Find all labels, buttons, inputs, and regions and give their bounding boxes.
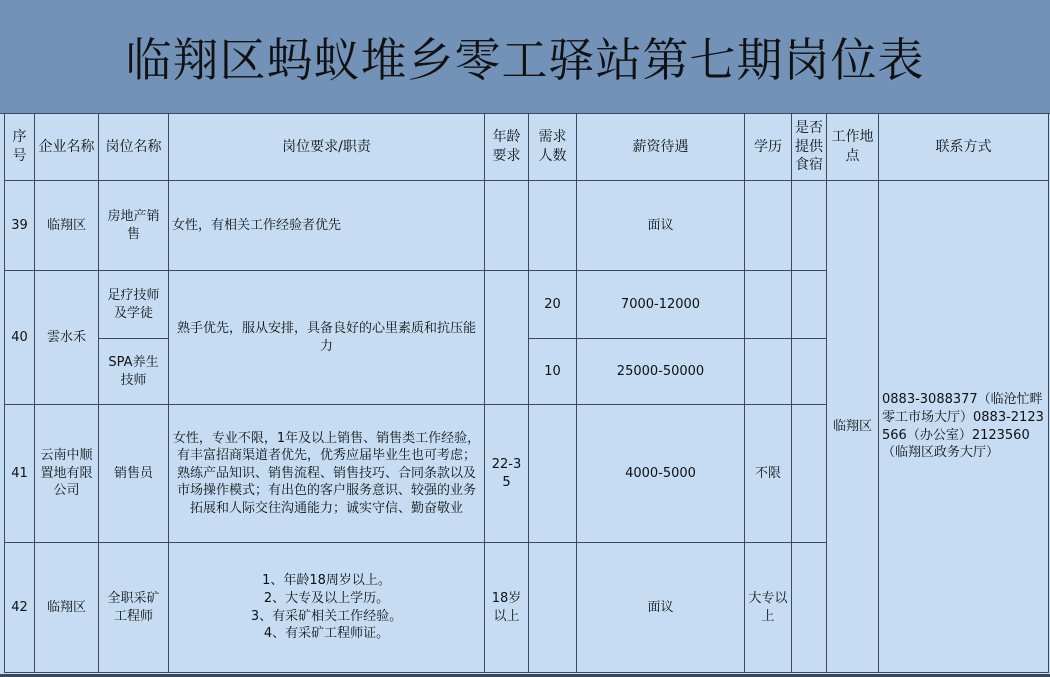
row-education: [745, 339, 792, 405]
row-count: [529, 543, 577, 673]
row-position: SPA养生技师: [99, 339, 169, 405]
row-age: [485, 181, 529, 271]
row-age: 22-35: [485, 405, 529, 543]
header-company: 企业名称: [35, 114, 99, 181]
row-age: 18岁以上: [485, 543, 529, 673]
row-salary: 面议: [577, 181, 745, 271]
header-lodging: 是否提供食宿: [792, 114, 827, 181]
row-company: 临翔区: [35, 181, 99, 271]
row-company: 云南中顺置地有限公司: [35, 405, 99, 543]
header-no: 序号: [5, 114, 35, 181]
row-no: 42: [5, 543, 35, 673]
row-no: 40: [5, 271, 35, 405]
row-education: [745, 271, 792, 339]
row-lodging: [792, 405, 827, 543]
header-count: 需求人数: [529, 114, 577, 181]
row-company: 雲水禾: [35, 271, 99, 405]
page-title: 临翔区蚂蚁堆乡零工驿站第七期岗位表: [125, 32, 925, 87]
header-salary: 薪资待遇: [577, 114, 745, 181]
row-education: 大专以上: [745, 543, 792, 673]
header-location: 工作地点: [827, 114, 879, 181]
title-banner: [0, 0, 1050, 114]
row-count: 10: [529, 339, 577, 405]
row-lodging: [792, 181, 827, 271]
row-count: [529, 405, 577, 543]
row-no: 41: [5, 405, 35, 543]
row-salary: 25000-50000: [577, 339, 745, 405]
header-row: [5, 114, 1049, 181]
row-requirements: 女性，专业不限，1年及以上销售、销售类工作经验，有丰富招商渠道者优先，优秀应届毕业生也可考虑；熟练产品知识、销售流程、销售技巧、合同条款以及市场操作模式；有出色的客户服务意识、较强的业务拓展和人际交往沟通能力；诚实守信、勤奋敬业: [169, 405, 485, 543]
requirement-line: 3、有采矿相关工作经验。: [250, 608, 403, 624]
row-salary: 7000-12000: [577, 271, 745, 339]
row-education: [745, 181, 792, 271]
header-education: 学历: [745, 114, 792, 181]
row-age: [485, 271, 529, 405]
requirement-line: 2、大专及以上学历。: [263, 590, 390, 606]
row-position: 房地产销售: [99, 181, 169, 271]
table-row: [5, 181, 1049, 271]
row-lodging: [792, 339, 827, 405]
location-cell: 临翔区: [827, 181, 879, 673]
header-position: 岗位名称: [99, 114, 169, 181]
row-education: 不限: [745, 405, 792, 543]
contact-cell: 0883-3088377（临沧忙畔零工市场大厅）0883-2123566（办公室）2123560（临翔区政务大厅）: [879, 181, 1049, 673]
row-position: 足疗技师及学徒: [99, 271, 169, 339]
row-requirements: [169, 543, 485, 673]
header-contact: 联系方式: [879, 114, 1049, 181]
row-requirements: 女性，有相关工作经验者优先: [169, 181, 485, 271]
row-company: 临翔区: [35, 543, 99, 673]
row-no: 39: [5, 181, 35, 271]
row-lodging: [792, 271, 827, 339]
row-salary: 面议: [577, 543, 745, 673]
requirement-line: 4、有采矿工程师证。: [263, 626, 390, 642]
row-lodging: [792, 543, 827, 673]
row-salary: 4000-5000: [577, 405, 745, 543]
header-requirements: 岗位要求/职责: [169, 114, 485, 181]
row-count: [529, 181, 577, 271]
header-age: 年龄要求: [485, 114, 529, 181]
row-position: 全职采矿工程师: [99, 543, 169, 673]
row-count: 20: [529, 271, 577, 339]
requirement-line: 1、年龄18周岁以上。: [262, 573, 391, 589]
row-position: 销售员: [99, 405, 169, 543]
job-table: [4, 113, 1049, 673]
row-requirements: 熟手优先，服从安排，具备良好的心里素质和抗压能力: [169, 271, 485, 405]
